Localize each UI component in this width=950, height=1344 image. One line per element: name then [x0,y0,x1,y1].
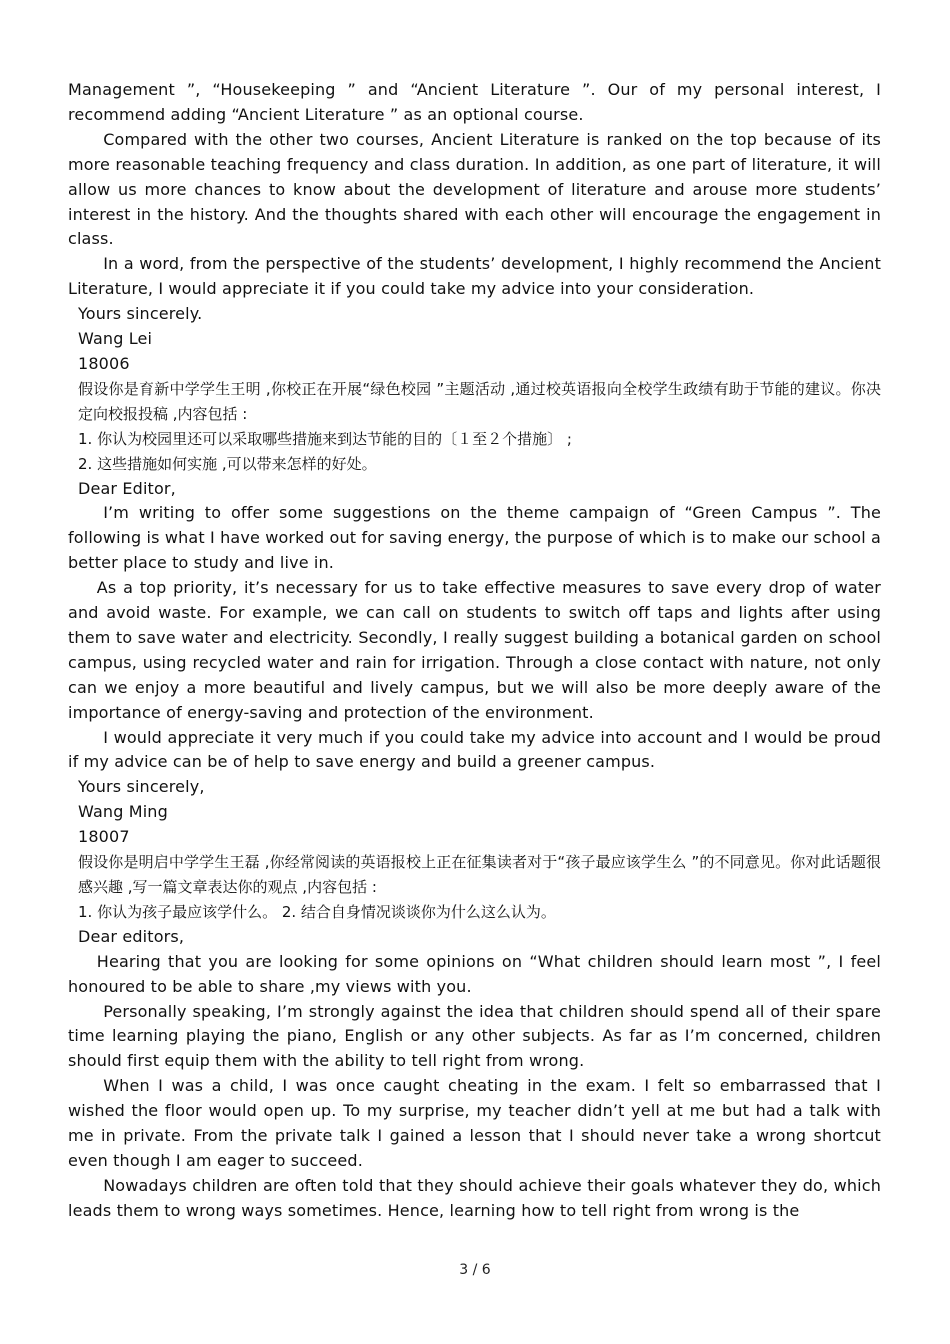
essay3-paragraph-3: When I was a child, I was once caught cheating in the exam. I felt so embarrassed that I wished the floor would open up. To my surprise, my teacher didn’t yell at me but had a talk with me in private. From the private talk I gained a lesson that I should never take a wrong shortcut even though I am eager to succeed. [68,1076,881,1170]
essay1-body-paragraph: Compared with the other two courses, Ancient Literature is ranked on the top because of its more reasonable teaching frequency and class duration. In addition, as one part of literature, it will allow us more chances to know about the development of literature and arouse more students’ interest in the history. And the thoughts shared with each other will encourage the engagement in class. [68,129,881,249]
essay1-conclusion-paragraph: In a word, from the perspective of the students’ development, I highly recommend the Ancient Literature, I would appreciate it if you could take my advice into your consideration. [68,254,881,299]
essay2-id: 18006 [78,353,130,373]
essay2-paragraph-3: I would appreciate it very much if you could take my advice into account and I would be proud if my advice can be of help to save energy and build a greener campus. [68,727,881,772]
essay2-salutation: Dear Editor, [78,478,176,498]
essay2-requirement-1: 1. 你认为校园里还可以采取哪些措施来到达节能的目的〔１至２个措施〕 ; [78,429,572,448]
essay2-closing: Yours sincerely, [78,777,205,797]
essay2-prompt: 假设你是育新中学学生王明 ,你校正在开展“绿色校园 ”主题活动 ,通过校英语报向全校学生政绩有助于节能的建议。你决定向校报投稿 ,内容包括 : [78,379,881,423]
essay3-prompt: 假设你是明启中学学生王磊 ,你经常阅读的英语报校上正在征集读者对于“孩子最应该学生么 ”的不同意见。你对此话题很感兴趣 ,写一篇文章表达你的观点 ,内容包括 : [78,853,881,896]
page-content [68,78,881,1224]
essay2-paragraph-1: I’m writing to offer some suggestions on the theme campaign of “Green Campus ”. The following is what I have worked out for saving energy, the purpose of which is to make our school a better place to study and live in. [68,503,881,573]
essay1-signature: Wang Lei [78,329,153,349]
essay2-signature: Wang Ming [78,802,168,822]
page-number: 3 / 6 [459,1262,491,1278]
essay3-salutation: Dear editors, [78,926,185,946]
essay3-paragraph-2: Personally speaking, I’m strongly against the idea that children should spend all of their spare time learning playing the piano, English or any other subjects. As far as I’m concerned, children should first equip them with the ability to tell right from wrong. [68,1001,881,1071]
essay1-intro-tail: Management ”, “Housekeeping ” and “Ancient Literature ”. Our of my personal interest, I recommend adding “Ancient Literature ” as an optional course. [68,80,881,124]
essay3-id: 18007 [78,827,130,847]
essay2-requirement-2: 2. 这些措施如何实施 ,可以带来怎样的好处。 [78,454,377,473]
essay3-paragraph-4: Nowadays children are often told that they should achieve their goals whatever they do, which leads them to wrong ways sometimes. Hence, learning how to tell right from wrong is the [68,1175,881,1220]
essay2-paragraph-2: As a top priority, it’s necessary for us to take effective measures to save every drop of water and avoid waste. For example, we can call on students to switch off taps and lights after using them to save water and electricity. Secondly, I really suggest building a botanical garden on school campus, using recycled water and rain for irrigation. Through a close contact with nature, not only can we enjoy a more beautiful and lively campus, but we will also be more deeply aware of the importance of energy-saving and protection of the environment. [68,578,881,722]
essay3-requirements: 1. 你认为孩子最应该学什么。 2. 结合自身情况谈谈你为什么这么认为。 [78,902,556,921]
essay1-closing: Yours sincerely. [78,304,203,324]
essay3-paragraph-1: Hearing that you are looking for some opinions on “What children should learn most ”, I feel honoured to be able to share ,my views with you. [68,951,881,996]
